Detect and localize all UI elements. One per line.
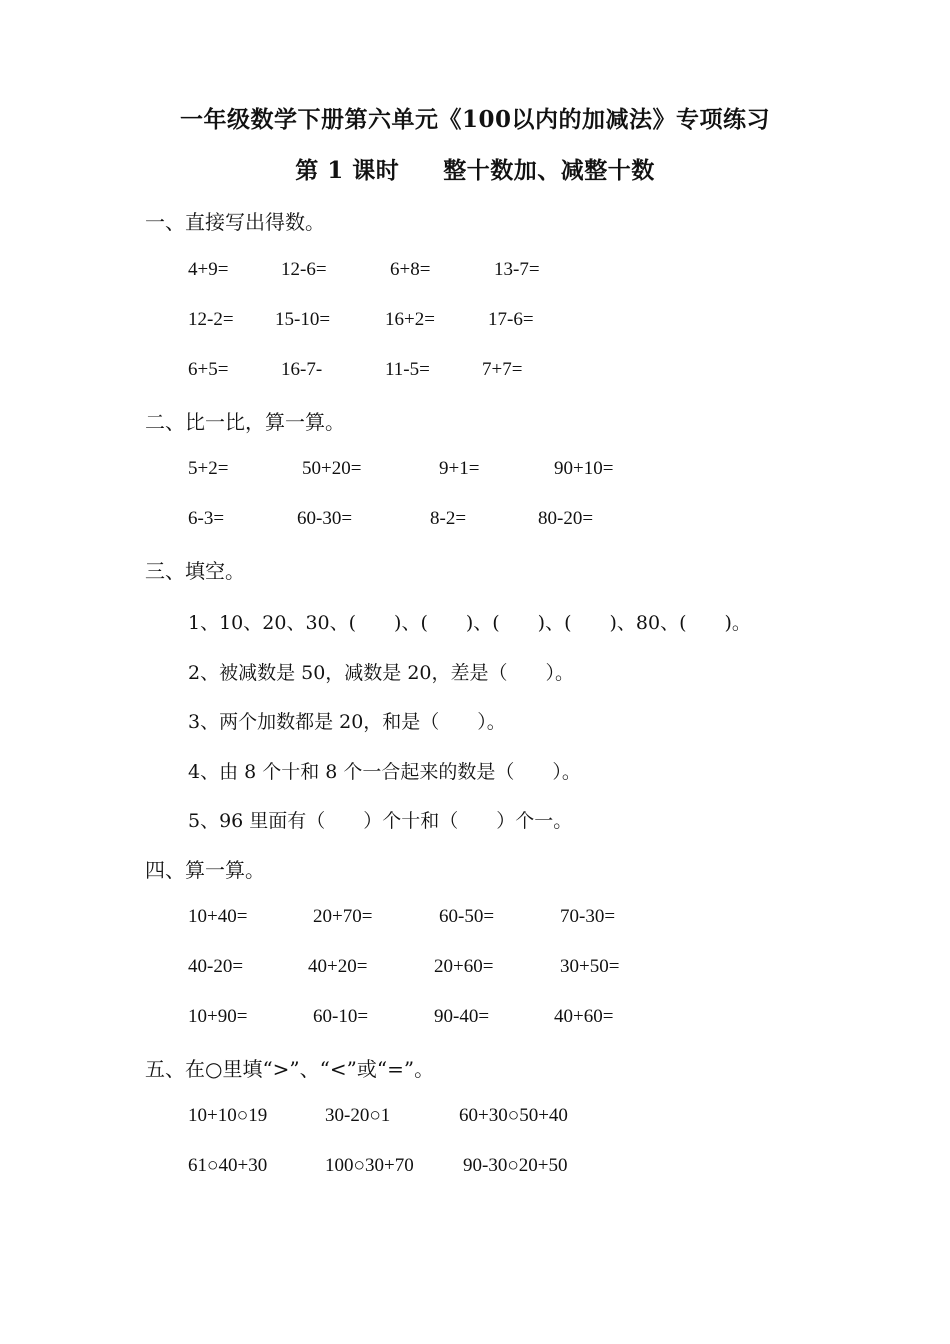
section-3-heading: 三、填空。 [145, 559, 245, 583]
problem: 12-6= [281, 259, 327, 280]
problem: 6+8= [390, 259, 431, 280]
section-4-heading: 四、算一算。 [145, 858, 265, 882]
problem: 7+7= [482, 359, 523, 380]
problem: 80-20= [538, 508, 594, 529]
comparison: 10+10○19 [188, 1105, 268, 1126]
problem: 11-5= [385, 359, 430, 380]
problem: 20+70= [313, 906, 373, 927]
section-2-heading: 二、比一比，算一算。 [145, 410, 345, 434]
problem: 90-40= [434, 1006, 490, 1027]
problem: 15-10= [275, 309, 331, 330]
problem: 16-7- [281, 359, 323, 380]
section-1-heading: 一、直接写出得数。 [145, 210, 325, 234]
comparison: 90-30○20+50 [463, 1155, 568, 1176]
fill-blank-item: 1、10、20、30、( )、( )、( )、( )、80、( )。 [188, 612, 751, 634]
problem: 60-30= [297, 508, 353, 529]
section-5-heading: 五、在○里填“>”、“<”或“=”。 [145, 1057, 435, 1081]
problem: 60-50= [439, 906, 495, 927]
problem: 60-10= [313, 1006, 369, 1027]
problem: 13-7= [494, 259, 540, 280]
lesson-subtitle [0, 152, 950, 185]
fill-blank-item: 3、两个加数都是 20，和是（ ）。 [188, 711, 506, 733]
problem: 20+60= [434, 956, 494, 977]
problem: 50+20= [302, 458, 362, 479]
problem: 17-6= [488, 309, 534, 330]
problem: 10+40= [188, 906, 248, 927]
lesson-topic: 整十数加、减整十数 [443, 157, 655, 184]
problem: 16+2= [385, 309, 435, 330]
problem: 40-20= [188, 956, 244, 977]
problem: 30+50= [560, 956, 620, 977]
fill-blank-item: 2、被减数是 50，减数是 20，差是（ ）。 [188, 662, 575, 684]
comparison: 60+30○50+40 [459, 1105, 568, 1126]
lesson-number: 第 1 课时 [295, 157, 400, 184]
problem: 5+2= [188, 458, 229, 479]
problem: 9+1= [439, 458, 480, 479]
comparison: 61○40+30 [188, 1155, 268, 1176]
problem: 12-2= [188, 309, 234, 330]
problem: 10+90= [188, 1006, 248, 1027]
problem: 6+5= [188, 359, 229, 380]
problem: 90+10= [554, 458, 614, 479]
worksheet-title: 一年级数学下册第六单元《100以内的加减法》专项练习 [179, 106, 770, 133]
problem: 70-30= [560, 906, 616, 927]
problem: 4+9= [188, 259, 229, 280]
problem: 8-2= [430, 508, 467, 529]
problem: 6-3= [188, 508, 225, 529]
problem: 40+60= [554, 1006, 614, 1027]
comparison: 30-20○1 [325, 1105, 391, 1126]
fill-blank-item: 5、96 里面有（ ）个十和（ ）个一。 [188, 810, 573, 832]
comparison: 100○30+70 [325, 1155, 414, 1176]
problem: 40+20= [308, 956, 368, 977]
fill-blank-item: 4、由 8 个十和 8 个一合起来的数是（ ）。 [188, 761, 581, 783]
